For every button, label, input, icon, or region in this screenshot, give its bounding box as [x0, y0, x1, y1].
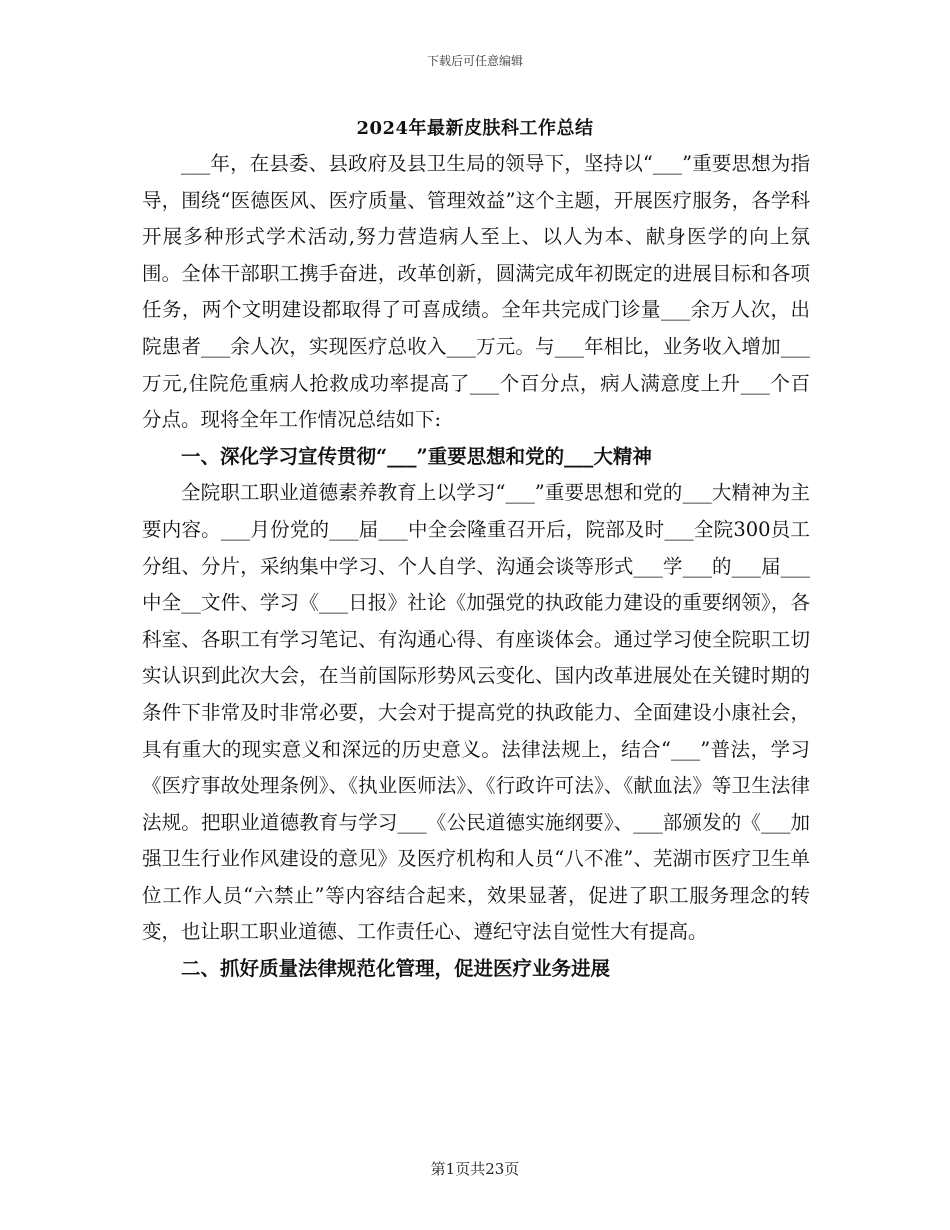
- section-2-heading: 二、抓好质量法律规范化管理，促进医疗业务进展: [181, 957, 611, 981]
- page-header-note: 下载后可任意编辑: [426, 54, 523, 68]
- document-body: [142, 146, 810, 988]
- section-1-heading: 一、深化学习宣传贯彻“___”重要思想和党的___大精神: [181, 444, 652, 468]
- intro-paragraph: ___年，在县委、县政府及县卫生局的领导下，坚持以“___”重要思想为指导，围绕“医德医风、医疗质量、管理效益”这个主题，开展医疗服务，各学科开展多种形式学术活动,努力营造病人至上、以人为本、献身医学的向上氛围。全体干部职工携手奋进，改革创新，圆满完成年初既定的进展目标和各项任务，两个文明建设都取得了可喜成绩。全年共完成门诊量___余万人次，出院患者___余人次，实现医疗总收入___万元。与___年相比，业务收入增加___万元,住院危重病人抢救成功率提高了___个百分点，病人满意度上升___个百分点。现将全年工作情况总结如下:: [142, 152, 810, 432]
- section-1-paragraph: 全院职工职业道德素养教育上以学习“___”重要思想和党的___大精神为主要内容。___月份党的___届___中全会隆重召开后，院部及时___全院300员工分组、分片，采纳集中学习、个人自学、沟通会谈等形式___学___的___届___中全__文件、学习《___日报》社论《加强党的执政能力建设的重要纲领》，各科室、各职工有学习笔记、有沟通心得、有座谈体会。通过学习使全院职工切实认识到此次大会，在当前国际形势风云变化、国内改革进展处在关键时期的条件下非常及时非常必要，大会对于提高党的执政能力、全面建设小康社会，具有重大的现实意义和深远的历史意义。法律法规上，结合“___”普法，学习《医疗事故处理条例》、《执业医师法》、《行政许可法》、《献血法》等卫生法律法规。把职业道德教育与学习___《公民道德实施纲要》、___部颁发的《___加强卫生行业作风建设的意见》及医疗机构和人员“八不准”、芜湖市医疗卫生单位工作人员“六禁止”等内容结合起来，效果显著，促进了职工服务理念的转变，也让职工职业道德、工作责任心、遵纪守法自觉性大有提高。: [142, 481, 810, 944]
- page-number-footer: 第1页共23页: [430, 1160, 520, 1178]
- document-title: 2024年最新皮肤科工作总结: [356, 118, 594, 139]
